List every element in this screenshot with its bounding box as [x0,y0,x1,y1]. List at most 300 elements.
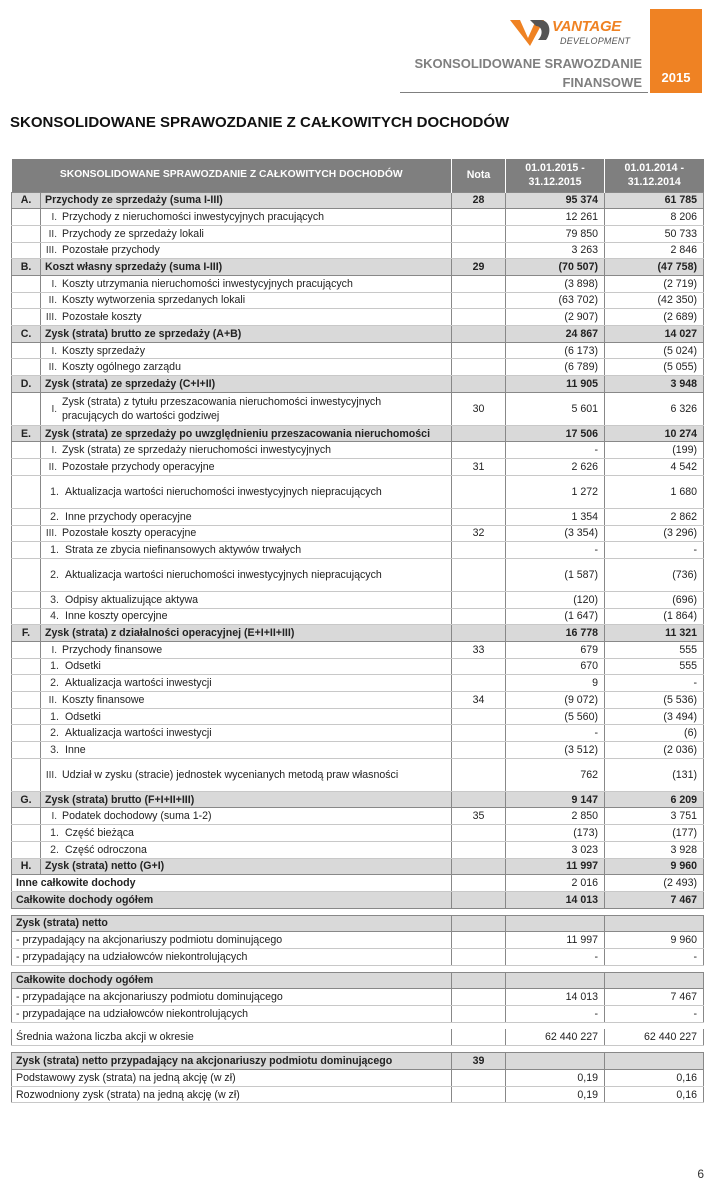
summary-label: - przypadające na akcjonariuszy podmiotu dominującego [12,989,452,1006]
summary-label: Całkowite dochody ogółem [12,891,452,908]
row-label [41,725,452,742]
row-nota [452,508,506,525]
summary-label: Średnia ważona liczba akcji w okresie [12,1029,452,1046]
summary-label: - przypadający na akcjonariuszy podmiotu dominującego [12,932,452,949]
logo-mark-icon [508,16,552,48]
row-nota [452,542,506,559]
table-row [12,459,704,476]
row-code [12,542,41,559]
row-nota [452,242,506,259]
row-ordinal: 2. [50,677,59,690]
summary-nota [452,932,506,949]
row-value-2015: 670 [506,658,605,675]
row-nota [452,825,506,842]
row-text: Przychody ze sprzedaży lokali [62,227,204,240]
summary-label: - przypadające na udziałowców niekontrolujących [12,1006,452,1023]
row-nota [452,658,506,675]
row-code [12,225,41,242]
summary-nota [452,1086,506,1103]
summary-row [12,1053,704,1070]
row-ordinal: 1. [50,826,59,839]
row-value-2014: (47 758) [605,259,704,276]
row-code [12,725,41,742]
row-value-2014: 3 751 [605,808,704,825]
header-label: SKONSOLIDOWANE SPRAWOZDANIE Z CAŁKOWITYCH DOCHODÓW [12,159,452,192]
row-code: F. [12,625,41,642]
summary-label: - przypadający na udziałowców niekontrolujących [12,948,452,965]
table-row [12,225,704,242]
row-nota [452,708,506,725]
row-ordinal: 1. [50,544,59,557]
row-code: D. [12,376,41,393]
row-ordinal: III. [45,769,57,781]
summary-value-2014: - [605,948,704,965]
row-code [12,209,41,226]
table-row [12,192,704,209]
row-text: Pozostałe koszty [62,311,142,324]
summary-row [12,948,704,965]
row-code [12,442,41,459]
row-nota [452,359,506,376]
table-row [12,542,704,559]
table-header [12,159,704,192]
row-code [12,758,41,791]
row-code [12,342,41,359]
summary-label: Inne całkowite dochody [12,875,452,892]
row-code [12,242,41,259]
row-ordinal: I. [51,403,57,415]
spacer-row [12,908,704,915]
row-label [41,742,452,759]
row-value-2014: 14 027 [605,326,704,343]
row-value-2015: 11 997 [506,858,605,875]
row-nota [452,591,506,608]
row-ordinal: 3. [50,593,59,606]
page-number: 6 [697,1167,704,1181]
table-row [12,275,704,292]
header-rule [400,92,648,93]
summary-value-2015 [506,915,605,932]
summary-label: Zysk (strata) netto [12,915,452,932]
row-value-2015: 3 023 [506,841,605,858]
row-nota: 28 [452,192,506,209]
row-value-2014: (1 864) [605,608,704,625]
row-value-2015: (9 072) [506,692,605,709]
table-row [12,692,704,709]
table-row [12,558,704,591]
summary-value-2014 [605,915,704,932]
header-period-2014: 01.01.2014 - 31.12.2014 [605,159,704,192]
header-title-line2: FINANSOWE [562,75,642,90]
table-row [12,425,704,442]
logo-brand: VANTAGE [552,18,622,35]
row-nota [452,858,506,875]
summary-nota [452,1029,506,1046]
spacer-cell [12,965,704,972]
row-label [41,708,452,725]
row-nota: 30 [452,392,506,425]
row-ordinal: I. [51,644,57,656]
row-value-2014: 555 [605,658,704,675]
table-row [12,725,704,742]
table-row [12,259,704,276]
row-nota [452,425,506,442]
row-label [41,459,452,476]
row-nota [452,758,506,791]
table-row [12,359,704,376]
row-nota [452,742,506,759]
row-nota [452,675,506,692]
row-value-2014: (5 536) [605,692,704,709]
table-row [12,808,704,825]
row-code: H. [12,858,41,875]
row-value-2014: 9 960 [605,858,704,875]
summary-value-2015 [506,972,605,989]
row-code [12,692,41,709]
table-row [12,825,704,842]
summary-row [12,989,704,1006]
row-text: Aktualizacja wartości inwestycji [65,727,212,740]
row-nota [452,558,506,591]
row-value-2014: - [605,675,704,692]
row-code [12,508,41,525]
row-label [41,392,452,425]
row-ordinal: III. [45,312,57,324]
row-ordinal: I. [51,212,57,224]
row-label: Zysk (strata) z działalności operacyjnej (E+I+II+III) [41,625,452,642]
row-code [12,591,41,608]
row-value-2014: (696) [605,591,704,608]
row-value-2015: (3 354) [506,525,605,542]
table-row [12,625,704,642]
row-text: Pozostałe koszty operacyjne [62,527,197,540]
summary-row [12,875,704,892]
row-nota [452,625,506,642]
header-period-2015: 01.01.2015 - 31.12.2015 [506,159,605,192]
row-text: Inne [65,743,86,756]
row-value-2015: (1 587) [506,558,605,591]
row-value-2014: 555 [605,641,704,658]
row-text: Aktualizacja wartości nieruchomości inwestycyjnych niepracujących [65,568,382,581]
row-text: Aktualizacja wartości inwestycji [65,677,212,690]
row-code [12,708,41,725]
row-text: Odsetki [65,660,101,673]
header-title-line1: SKONSOLIDOWANE SRAWOZDANIE [414,56,642,71]
row-label [41,309,452,326]
row-nota [452,475,506,508]
header-title [414,54,642,92]
row-nota [452,326,506,343]
summary-value-2015 [506,1053,605,1070]
row-code [12,292,41,309]
row-value-2015: (6 789) [506,359,605,376]
summary-row [12,932,704,949]
row-label: Przychody ze sprzedaży (suma I-III) [41,192,452,209]
row-text: Koszty sprzedaży [62,344,146,357]
summary-value-2015: - [506,1006,605,1023]
row-text: Odsetki [65,710,101,723]
row-ordinal: 1. [50,660,59,673]
row-text: Podatek dochodowy (suma 1-2) [62,810,212,823]
row-label [41,591,452,608]
row-text: Inne przychody operacyjne [65,510,192,523]
row-value-2015: (3 898) [506,275,605,292]
row-ordinal: I. [51,345,57,357]
row-ordinal: I. [51,278,57,290]
summary-nota [452,875,506,892]
row-value-2015: (3 512) [506,742,605,759]
row-nota [452,225,506,242]
row-value-2015: 2 626 [506,459,605,476]
row-value-2015: 9 147 [506,791,605,808]
row-code [12,359,41,376]
row-nota [452,841,506,858]
row-value-2015: 95 374 [506,192,605,209]
row-label [41,525,452,542]
row-label [41,209,452,226]
row-code [12,841,41,858]
row-value-2015: (1 647) [506,608,605,625]
row-text: Koszty wytworzenia sprzedanych lokali [62,294,246,307]
row-value-2014: 3 948 [605,376,704,393]
row-value-2015: (70 507) [506,259,605,276]
summary-row [12,1006,704,1023]
row-code [12,558,41,591]
row-label: Zysk (strata) ze sprzedaży po uwzględnieniu przeszacowania nieruchomości [41,425,452,442]
row-label [41,225,452,242]
income-statement-table [11,159,704,1103]
summary-value-2014: 0,16 [605,1086,704,1103]
row-value-2015: 679 [506,641,605,658]
summary-value-2014: 7 467 [605,989,704,1006]
table-row [12,342,704,359]
row-label [41,825,452,842]
table-row [12,758,704,791]
table-row [12,326,704,343]
row-value-2015: - [506,442,605,459]
row-value-2014: 6 209 [605,791,704,808]
row-value-2014: 11 321 [605,625,704,642]
row-code: E. [12,425,41,442]
row-code [12,475,41,508]
row-value-2014: (177) [605,825,704,842]
row-label [41,692,452,709]
table-row [12,791,704,808]
row-text: Zysk (strata) ze sprzedaży nieruchomości inwestycyjnych [62,444,332,457]
row-label [41,675,452,692]
spacer-row [12,965,704,972]
row-nota: 32 [452,525,506,542]
row-value-2014: 10 274 [605,425,704,442]
summary-value-2014: - [605,1006,704,1023]
table-row [12,292,704,309]
row-code [12,525,41,542]
row-label [41,292,452,309]
summary-row [12,1029,704,1046]
row-label [41,275,452,292]
row-ordinal: 1. [50,710,59,723]
summary-value-2014: 0,16 [605,1070,704,1087]
row-ordinal: 2. [50,727,59,740]
row-label: Zysk (strata) netto (G+I) [41,858,452,875]
row-value-2015: - [506,542,605,559]
table-row [12,525,704,542]
row-ordinal: II. [48,461,57,473]
row-value-2015: 79 850 [506,225,605,242]
row-ordinal: II. [48,694,57,706]
table-row [12,508,704,525]
row-nota [452,376,506,393]
row-code [12,392,41,425]
row-nota: 35 [452,808,506,825]
spacer-row [12,1022,704,1029]
row-value-2014: (131) [605,758,704,791]
row-nota: 33 [452,641,506,658]
table-row [12,242,704,259]
row-code: B. [12,259,41,276]
row-label [41,242,452,259]
summary-row [12,891,704,908]
header-nota: Nota [452,159,506,192]
row-value-2014: 2 862 [605,508,704,525]
row-label [41,758,452,791]
summary-value-2014: (2 493) [605,875,704,892]
row-code [12,658,41,675]
row-label [41,442,452,459]
row-nota [452,608,506,625]
row-value-2014: (199) [605,442,704,459]
row-text: Pozostałe przychody [62,244,160,257]
row-nota [452,309,506,326]
summary-value-2014: 62 440 227 [605,1029,704,1046]
row-nota: 29 [452,259,506,276]
summary-value-2014: 7 467 [605,891,704,908]
row-text: Odpisy aktualizujące aktywa [65,593,199,606]
row-text: Część odroczona [65,843,147,856]
row-text: Przychody z nieruchomości inwestycyjnych pracujących [62,211,325,224]
summary-row [12,1086,704,1103]
row-label [41,641,452,658]
summary-value-2015: - [506,948,605,965]
row-value-2015: (6 173) [506,342,605,359]
row-value-2014: (6) [605,725,704,742]
row-text: Część bieżąca [65,826,134,839]
row-value-2015: 24 867 [506,326,605,343]
table-row [12,442,704,459]
company-logo [508,14,648,50]
table-row [12,309,704,326]
summary-label: Rozwodniony zysk (strata) na jedną akcję (w zł) [12,1086,452,1103]
row-code [12,675,41,692]
table-row [12,641,704,658]
row-value-2014: 3 928 [605,841,704,858]
summary-value-2015: 0,19 [506,1070,605,1087]
row-code: A. [12,192,41,209]
row-ordinal: I. [51,811,57,823]
row-label [41,808,452,825]
row-ordinal: II. [48,228,57,240]
summary-nota [452,891,506,908]
header-year: 2015 [661,70,691,85]
row-text: Udział w zysku (stracie) jednostek wycenianych metodą praw własności [62,768,399,781]
row-text: Pozostałe przychody operacyjne [62,460,215,473]
row-value-2014: (3 494) [605,708,704,725]
logo-sub: DEVELOPMENT [560,36,631,46]
summary-nota [452,972,506,989]
row-ordinal: II. [48,362,57,374]
summary-value-2014 [605,1053,704,1070]
table-row [12,858,704,875]
row-label [41,558,452,591]
row-nota [452,275,506,292]
row-value-2014: 1 680 [605,475,704,508]
row-nota [452,791,506,808]
summary-value-2014 [605,972,704,989]
table-row [12,376,704,393]
spacer-row [12,1046,704,1053]
row-ordinal: 1. [50,485,59,498]
summary-label: Zysk (strata) netto przypadający na akcjonariuszy podmiotu dominującego [12,1053,452,1070]
summary-nota [452,948,506,965]
summary-value-2015: 2 016 [506,875,605,892]
row-code [12,459,41,476]
row-label: Koszt własny sprzedaży (suma I-III) [41,259,452,276]
row-ordinal: 4. [50,610,59,623]
row-label [41,359,452,376]
row-label [41,342,452,359]
summary-row [12,1070,704,1087]
row-ordinal: 2. [50,843,59,856]
summary-nota: 39 [452,1053,506,1070]
row-text: Inne koszty opercyjne [65,610,168,623]
row-value-2015: 5 601 [506,392,605,425]
row-value-2014: 61 785 [605,192,704,209]
row-nota [452,292,506,309]
summary-nota [452,989,506,1006]
summary-value-2015: 0,19 [506,1086,605,1103]
summary-value-2015: 11 997 [506,932,605,949]
row-label [41,542,452,559]
row-value-2014: (2 689) [605,309,704,326]
row-value-2014: 50 733 [605,225,704,242]
row-nota [452,209,506,226]
table-row [12,591,704,608]
row-value-2015: 17 506 [506,425,605,442]
summary-value-2014: 9 960 [605,932,704,949]
row-value-2014: (5 024) [605,342,704,359]
row-label: Zysk (strata) brutto (F+I+II+III) [41,791,452,808]
row-value-2015: 11 905 [506,376,605,393]
row-code [12,275,41,292]
row-value-2015: 2 850 [506,808,605,825]
row-text: Koszty finansowe [62,693,145,706]
row-value-2015: (63 702) [506,292,605,309]
row-text: Koszty utrzymania nieruchomości inwestycyjnych pracujących [62,277,353,290]
row-nota [452,342,506,359]
row-text: Aktualizacja wartości nieruchomości inwestycyjnych niepracujących [65,485,382,498]
row-text: Strata ze zbycia niefinansowych aktywów trwałych [65,544,302,557]
spacer-cell [12,1046,704,1053]
row-ordinal: 2. [50,510,59,523]
row-value-2014: (3 296) [605,525,704,542]
row-value-2014: 2 846 [605,242,704,259]
row-nota [452,725,506,742]
row-value-2014: (5 055) [605,359,704,376]
row-ordinal: III. [45,528,57,540]
summary-label: Podstawowy zysk (strata) na jedną akcję (w zł) [12,1070,452,1087]
row-value-2014: (42 350) [605,292,704,309]
row-label [41,475,452,508]
